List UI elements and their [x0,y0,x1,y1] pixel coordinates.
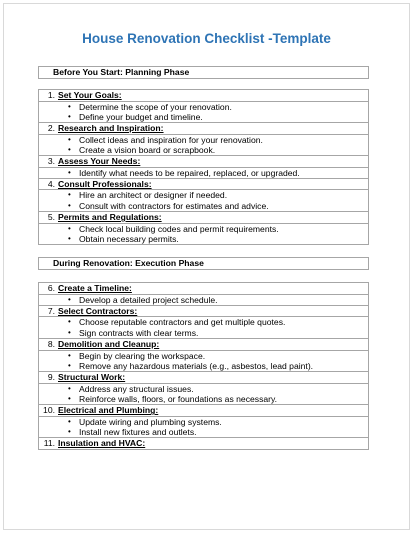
section-heading: Permits and Regulations: [58,212,162,223]
list-item-text: Obtain necessary permits. [79,233,179,244]
list-item [39,145,368,155]
list-item-text: Update wiring and plumbing systems. [79,416,222,427]
bullet-icon: • [68,144,71,154]
section-heading-row [39,123,368,135]
section-heading-row [39,212,368,224]
section-heading-row [39,405,368,417]
section-heading-row [39,283,368,295]
bullet-icon: • [68,134,71,144]
section-number: 11. [43,438,55,449]
section-heading: Set Your Goals: [58,90,122,100]
section-heading-row [39,339,368,351]
section-heading: Structural Work: [58,372,126,383]
checklist-section [38,405,369,438]
section-heading: Research and Inspiration: [58,123,164,134]
checklist-section [38,438,369,450]
section-heading-row [39,438,368,449]
checklist-section [38,156,369,179]
list-item-text: Install new fixtures and outlets. [79,427,197,438]
section-number: 6. [47,283,55,294]
document-page [3,3,410,530]
list-item [39,384,368,394]
bullet-icon: • [68,233,71,243]
bullet-icon: • [68,360,71,370]
bullet-icon: • [68,190,71,200]
phase-heading: Before You Start: Planning Phase [38,66,369,79]
section-heading-row [39,156,368,168]
list-item [39,135,368,145]
section-heading-row [39,372,368,384]
list-item [39,112,368,122]
document-title: House Renovation Checklist -Template [82,31,331,46]
section-heading: Demolition and Cleanup: [58,339,160,350]
section-heading-row [39,90,368,102]
list-item [39,417,368,427]
list-item-text: Check local building codes and permit requirements. [79,223,279,234]
section-number: 2. [47,123,55,134]
bullet-icon: • [68,327,71,337]
checklist-section [38,179,369,212]
list-item-text: Consult with contractors for estimates and advice. [79,200,269,211]
list-item [39,234,368,244]
section-number: 8. [47,339,55,350]
list-item [39,190,368,200]
list-item [39,394,368,404]
section-heading: Electrical and Plumbing: [58,405,159,416]
list-item-text: Address any structural issues. [79,383,194,394]
bullet-icon: • [68,294,71,304]
section-number: 5. [47,212,55,223]
list-item [39,361,368,371]
checklist [38,66,369,450]
checklist-section [38,306,369,339]
bullet-icon: • [68,223,71,233]
section-number: 7. [47,305,55,316]
section-heading: Assess Your Needs: [58,156,141,167]
section-heading-row [39,306,368,318]
list-item-text: Remove any hazardous materials (e.g., asbestos, lead paint). [79,360,314,371]
list-item [39,102,368,112]
list-item [39,224,368,234]
bullet-icon: • [68,200,71,210]
bullet-icon: • [68,167,71,177]
bullet-icon: • [68,101,71,111]
section-heading: Consult Professionals: [58,178,152,189]
phase-gap [38,270,369,282]
list-item [39,427,368,437]
checklist-section [38,123,369,156]
bullet-icon: • [68,416,71,426]
list-item [39,201,368,211]
list-item-text: Determine the scope of your renovation. [79,101,232,112]
checklist-section [38,212,369,245]
list-item-text: Develop a detailed project schedule. [79,294,218,305]
list-item [39,168,368,178]
list-item-text: Create a vision board or scrapbook. [79,144,216,155]
bullet-icon: • [68,383,71,393]
bullet-icon: • [68,393,71,403]
section-number: 4. [47,178,55,189]
bullet-icon: • [68,350,71,360]
list-item [39,317,368,327]
checklist-section [38,372,369,405]
list-item-text: Hire an architect or designer if needed. [79,190,228,201]
section-number: 1. [47,90,55,100]
list-item-text: Begin by clearing the workspace. [79,350,206,361]
phase-heading: During Renovation: Execution Phase [38,257,369,270]
section-heading: Select Contractors: [58,305,138,316]
list-item [39,351,368,361]
list-item [39,295,368,305]
bullet-icon: • [68,427,71,437]
list-item-text: Choose reputable contractors and get multiple quotes. [79,317,286,328]
phase-gap [38,245,369,257]
section-number: 3. [47,156,55,167]
section-number: 9. [47,372,55,383]
section-heading: Create a Timeline: [58,283,132,294]
list-item-text: Identify what needs to be repaired, replaced, or upgraded. [79,167,300,178]
section-heading: Insulation and HVAC: [58,438,146,449]
bullet-icon: • [68,317,71,327]
list-item [39,328,368,338]
list-item-text: Define your budget and timeline. [79,111,203,122]
bullet-icon: • [68,111,71,121]
list-item-text: Sign contracts with clear terms. [79,327,199,338]
checklist-section [38,89,369,123]
section-heading-row [39,179,368,191]
checklist-section [38,282,369,306]
list-item-text: Collect ideas and inspiration for your renovation. [79,134,263,145]
list-item-text: Reinforce walls, floors, or foundations as necessary. [79,393,278,404]
checklist-section [38,339,369,372]
phase-gap [38,79,369,89]
section-number: 10. [43,405,55,416]
